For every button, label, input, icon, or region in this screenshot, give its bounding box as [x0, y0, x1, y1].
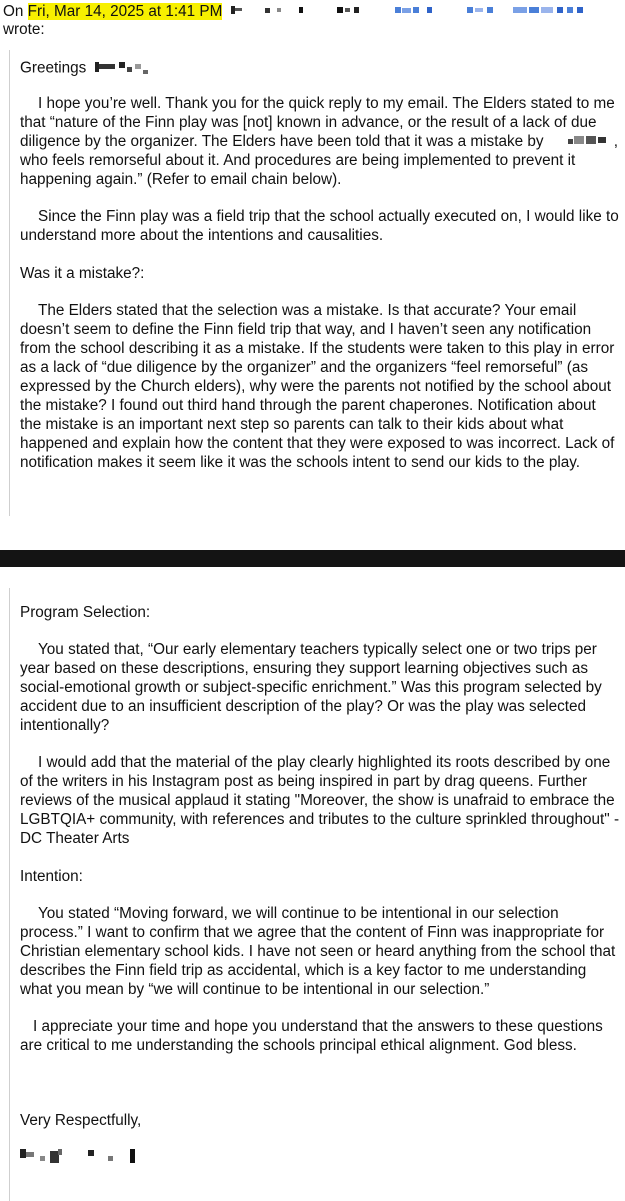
redacted-signature-name — [20, 1146, 150, 1171]
greeting-line — [20, 58, 621, 79]
quoted-email-part-2 — [9, 588, 621, 1201]
paragraph-program-selection: You stated that, “Our early elementary teachers typically select one or two trips per year based on these descriptions, ensuring they support learning objectives such as social-emotional growth or subject-specific enrichment.” Was this program selected by accident due to an insufficient description of the play? Or was the play was selected intentionally? — [20, 641, 602, 734]
paragraph-intention: You stated “Moving forward, we will continue to be intentional in our selection process.” I want to confirm that we agree that the content of Finn was inappropriate for Christian elementary school kids. I have not seen or heard anything from the school that describes the Finn field trip as accidental, which is a key factor to me understanding what you mean by “we will continue to be intentional in our selection.” — [20, 905, 616, 998]
quote-attribution-header — [3, 3, 621, 39]
quoted-email-part-1 — [9, 50, 621, 516]
redacted-sender-name — [229, 3, 379, 21]
on-label: On — [3, 3, 24, 21]
paragraph-play-material: I would add that the material of the play clearly highlighted its roots described by one of the writers in his Instagram post as being inspired in part by drag queens. Further reviews of the musical applaud it stating "Moreover, the show is unafraid to embrace the LGBTQIA+ community, with references and tributes to the culture sprinkled throughout" - DC Theater Arts — [20, 754, 620, 847]
highlighted-date: Fri, Mar 14, 2025 at 1:41 PM — [27, 3, 223, 21]
paragraph-text: I hope you’re well. Thank you for the quick reply to my email. The Elders stated to me that “nature of the Finn play was [not] known in advance, or the result of a lack of due diligence by the organizer. The Elders have been told that it was a mistake by — [20, 95, 615, 150]
redacted-recipient-name — [93, 58, 155, 79]
greeting-text: Greetings — [20, 59, 87, 77]
paragraph-text-end: , who feels remorseful about it. And procedures are being implemented to prevent it happening again.” (Refer to email chain below). — [20, 133, 619, 189]
wrote-label: wrote: — [3, 21, 45, 39]
heading-was-it-a-mistake: Was it a mistake?: — [20, 265, 145, 283]
heading-program-selection: Program Selection: — [20, 604, 151, 621]
section-divider-bar — [0, 550, 625, 567]
redacted-sender-email — [387, 3, 587, 21]
paragraph-mistake-question: The Elders stated that the selection was a mistake. Is that accurate? Your email doesn’t seem to define the Finn field trip that way, and I haven’t seen any notification from the school describing it as a mistake. If the students were taken to this play in error as a lack of “due diligence by the organizer” and the organizers “feel remorseful” (as expressed by the Church elders), why were the parents not notified by the school about the mistake? I found out third hand through the parent chaperones. Notification about the mistake is an important next step so parents can talk to their kids about what happened and explain how the content that they were exposed to was incorrect. Lack of notification makes it seem like it was the schools intent to send our kids to the play. — [20, 302, 615, 472]
heading-intention: Intention: — [20, 868, 83, 885]
redacted-organizer-name — [548, 132, 614, 151]
paragraph-intentions: Since the Finn play was a field trip that the school actually executed on, I would like to understand more about the intentions and causalities. — [20, 208, 619, 245]
paragraph-appreciation: I appreciate your time and hope you understand that the answers to these questions are critical to me understanding the schools principal ethical alignment. God bless. — [20, 1018, 603, 1054]
paragraph-elders-statement — [20, 94, 621, 189]
closing-line: Very Respectfully, — [20, 1112, 142, 1129]
